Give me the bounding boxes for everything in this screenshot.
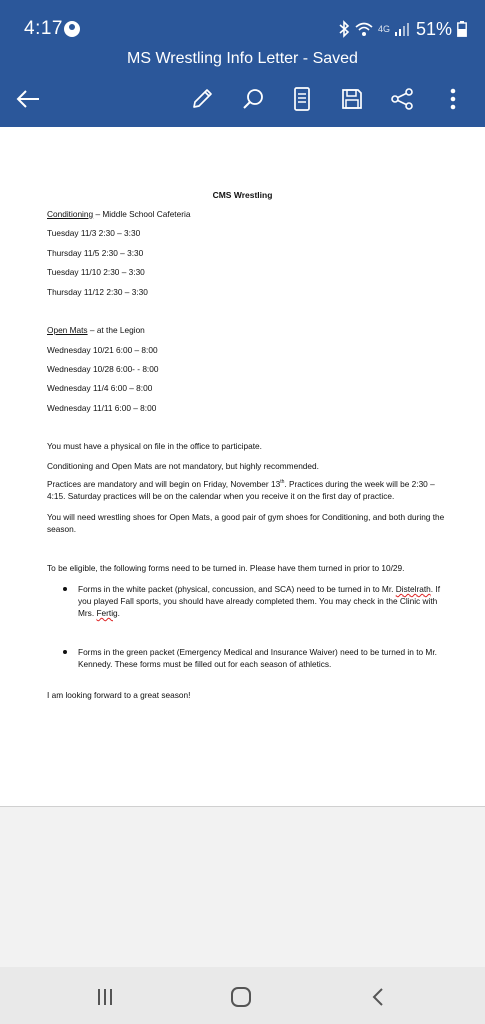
schedule-line: Wednesday 11/11 6:00 – 8:00 — [47, 403, 157, 413]
chevron-left-icon — [371, 987, 385, 1007]
mobile-view-button[interactable] — [287, 84, 317, 114]
bullet-text: Forms in the white packet (physical, concussion, and SCA) need to be turned in to Mr. — [78, 584, 396, 594]
schedule-line: Wednesday 10/21 6:00 – 8:00 — [47, 345, 158, 355]
misspelled-word[interactable]: Fertig — [96, 608, 118, 618]
closing-line: I am looking forward to a great season! — [47, 690, 191, 700]
pencil-icon — [190, 87, 214, 111]
share-icon — [390, 87, 414, 111]
conditioning-header — [47, 209, 190, 219]
account-icon — [64, 21, 80, 37]
schedule-line: Tuesday 11/3 2:30 – 3:30 — [47, 228, 141, 238]
schedule-line: Tuesday 11/10 2:30 – 3:30 — [47, 267, 145, 277]
conditioning-label: Conditioning — [47, 209, 94, 219]
schedule-line: Thursday 11/5 2:30 – 3:30 — [47, 248, 144, 258]
home-icon — [230, 986, 252, 1008]
conditioning-location: – Middle School Cafeteria — [93, 209, 191, 219]
home-button[interactable] — [228, 985, 254, 1009]
practice-note-text-cont: . Practices during the week will be 2:30 – 4:15. Saturday practices will be on the calendar when you receive it on the first day of practice. — [47, 479, 435, 501]
edit-button[interactable] — [187, 84, 217, 114]
back-button[interactable] — [13, 84, 43, 114]
app-bar — [0, 0, 485, 127]
bullet-dot — [63, 650, 67, 654]
arrow-left-icon — [15, 88, 41, 110]
practice-note — [47, 478, 455, 502]
open-mats-label: Open Mats — [47, 325, 88, 335]
save-icon — [340, 87, 364, 111]
practice-note-text: Practices are mandatory and will begin on Friday, November 13 — [47, 479, 281, 489]
schedule-line: Wednesday 11/4 6:00 – 8:00 — [47, 383, 153, 393]
wifi-icon — [355, 21, 373, 37]
document-page[interactable] — [0, 127, 485, 807]
document-title: MS Wrestling Info Letter - Saved — [127, 50, 358, 67]
back-nav-button[interactable] — [365, 985, 391, 1009]
system-nav-bar — [0, 967, 485, 1024]
search-button[interactable] — [238, 84, 268, 114]
schedule-line: Wednesday 10/28 6:00- - 8:00 — [47, 364, 159, 374]
mandatory-note: Conditioning and Open Mats are not mandatory, but highly recommended. — [47, 461, 319, 471]
mobile-view-icon — [292, 87, 312, 111]
open-mats-location: – at the Legion — [87, 325, 145, 335]
open-mats-header — [47, 325, 145, 335]
schedule-line: Thursday 11/12 2:30 – 3:30 — [47, 287, 148, 297]
misspelled-word[interactable]: Distelrath — [395, 584, 431, 594]
bullet-item-white-packet — [78, 583, 453, 619]
status-time: 4:17 — [24, 18, 63, 39]
recent-apps-icon — [95, 987, 115, 1007]
bullet-text-cont: . If you played Fall sports, you should have already completed them. You may check in the Clinic with Mrs. — [78, 584, 441, 618]
bullet-text-end: . — [117, 608, 120, 618]
battery-percent: 51% — [415, 18, 452, 39]
battery-icon — [457, 21, 467, 37]
document-heading: CMS Wrestling — [212, 190, 273, 200]
ordinal-suffix: th — [280, 479, 285, 486]
network-type: 4G — [377, 24, 390, 34]
bullet-dot — [63, 587, 67, 591]
recent-apps-button[interactable] — [92, 985, 118, 1009]
more-vertical-icon — [449, 87, 457, 111]
share-button[interactable] — [387, 84, 417, 114]
signal-icon — [395, 22, 411, 36]
shoes-note: You will need wrestling shoes for Open Mats, a good pair of gym shoes for Conditioning, and both during the season. — [47, 512, 445, 534]
save-button[interactable] — [337, 84, 367, 114]
status-icons — [338, 17, 467, 41]
bluetooth-icon — [338, 20, 350, 38]
search-icon — [241, 87, 265, 111]
more-options-button[interactable] — [438, 84, 468, 114]
bullet-item-green-packet: Forms in the green packet (Emergency Medical and Insurance Waiver) need to be turned in to Mr. Kennedy. These forms must be filled out for each season of athletics. — [78, 647, 437, 669]
forms-intro: To be eligible, the following forms need to be turned in. Please have them turned in prior to 10/29. — [47, 563, 405, 573]
physical-note: You must have a physical on file in the office to participate. — [47, 441, 262, 451]
